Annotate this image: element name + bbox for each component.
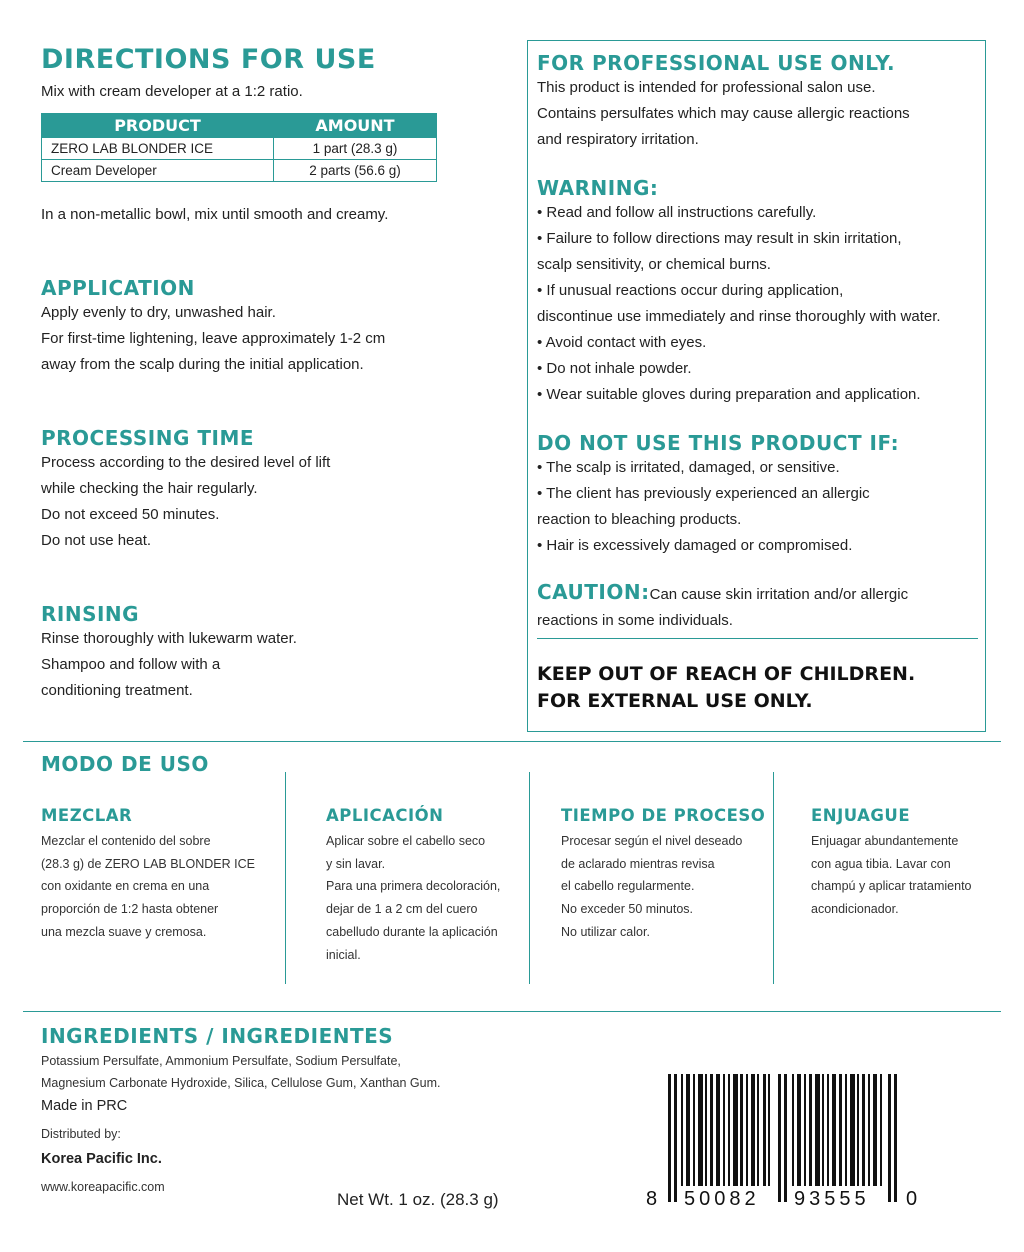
barcode-digits-left: 50082: [684, 1188, 760, 1210]
table-row: [42, 160, 437, 182]
modo-column-enjuague: [811, 806, 972, 921]
processing-line: Do not exceed 50 minutes.: [41, 506, 220, 523]
processing-line: Do not use heat.: [41, 532, 152, 549]
tiempo-title: TIEMPO DE PROCESO: [561, 806, 766, 825]
mezclar-line: (28.3 g) de ZERO LAB BLONDER ICE: [41, 856, 255, 871]
tiempo-line: Procesar según el nivel deseado: [561, 834, 743, 848]
table-cell-amount: 1 part (28.3 g): [274, 138, 437, 160]
warning-divider: [537, 638, 978, 639]
table-cell-amount: 2 parts (56.6 g): [274, 160, 437, 182]
barcode-digits-right: 93555: [794, 1188, 870, 1210]
ingredients-list: [41, 1050, 441, 1094]
mix-header-product: PRODUCT: [42, 114, 274, 138]
mezclar-line: proporción de 1:2 hasta obtener: [41, 902, 219, 917]
caution-text: Can cause skin irritation and/or allergic: [649, 586, 909, 603]
application-line: Apply evenly to dry, unwashed hair.: [41, 304, 276, 321]
tiempo-line: No exceder 50 minutos.: [561, 902, 694, 917]
rinsing-line: conditioning treatment.: [41, 682, 193, 699]
caution-line: [537, 579, 976, 608]
table-cell-product: ZERO LAB BLONDER ICE: [42, 138, 274, 160]
barcode-digit-first: 8: [646, 1188, 658, 1210]
do-not-use-line: reaction to bleaching products.: [537, 511, 742, 528]
mezclar-line: una mezcla suave y cremosa.: [41, 924, 207, 939]
caution-text-cont: reactions in some individuals.: [537, 612, 733, 629]
warning-line: • If unusual reactions occur during application,: [537, 282, 844, 299]
processing-title: PROCESSING TIME: [41, 426, 255, 450]
application-title: APPLICATION: [41, 276, 195, 300]
warning-line: • Do not inhale powder.: [537, 360, 692, 377]
mezclar-line: con oxidante en crema en una: [41, 879, 210, 894]
mix-ratio-text: Mix with cream developer at a 1:2 ratio.: [41, 83, 303, 100]
directions-column: [41, 44, 491, 704]
pro-use-title: FOR PROFESSIONAL USE ONLY.: [537, 51, 896, 75]
enjuague-line: champú y aplicar tratamiento: [811, 879, 972, 894]
company-name: Korea Pacific Inc.: [41, 1151, 162, 1167]
tiempo-line: el cabello regularmente.: [561, 879, 695, 894]
application-line: away from the scalp during the initial application.: [41, 356, 364, 373]
do-not-use-line: • The scalp is irritated, damaged, or sensitive.: [537, 459, 840, 476]
rinsing-line: Shampoo and follow with a: [41, 656, 221, 673]
modo-column-tiempo: [561, 806, 765, 944]
do-not-use-line: • The client has previously experienced an allergic: [537, 485, 870, 502]
warning-line: • Avoid contact with eyes.: [537, 334, 707, 351]
enjuague-title: ENJUAGUE: [811, 806, 911, 825]
pro-use-line: and respiratory irritation.: [537, 131, 699, 148]
mezclar-title: MEZCLAR: [41, 806, 133, 825]
column-divider: [773, 772, 774, 984]
net-weight: Net Wt. 1 oz. (28.3 g): [337, 1190, 499, 1209]
keep-out-line: KEEP OUT OF REACH OF CHILDREN.: [537, 663, 916, 685]
modo-column-aplicacion: [326, 806, 500, 966]
barcode-digits: [644, 1188, 924, 1216]
column-divider: [529, 772, 530, 984]
processing-line: while checking the hair regularly.: [41, 480, 258, 497]
made-in-text: Made in PRC: [41, 1098, 128, 1114]
aplicacion-line: Para una primera decoloración,: [326, 879, 501, 894]
modo-title: MODO DE USO: [41, 752, 209, 776]
keep-out-warning: [537, 661, 976, 715]
modo-column-mezclar: [41, 806, 255, 944]
distributed-by-label: Distributed by:: [41, 1127, 121, 1141]
table-row: [42, 138, 437, 160]
barcode: [644, 1074, 924, 1216]
do-not-use-line: • Hair is excessively damaged or compromised.: [537, 537, 853, 554]
external-use-line: FOR EXTERNAL USE ONLY.: [537, 690, 813, 712]
application-line: For first-time lightening, leave approximately 1-2 cm: [41, 330, 386, 347]
warning-line: scalp sensitivity, or chemical burns.: [537, 256, 771, 273]
caution-title: CAUTION:: [537, 580, 650, 604]
ingredients-line: Potassium Persulfate, Ammonium Persulfate, Sodium Persulfate,: [41, 1054, 401, 1068]
rinsing-line: Rinse thoroughly with lukewarm water.: [41, 630, 297, 647]
ingredients-line: Magnesium Carbonate Hydroxide, Silica, Cellulose Gum, Xanthan Gum.: [41, 1076, 441, 1090]
pro-use-line: This product is intended for professional salon use.: [537, 79, 876, 96]
warning-line: discontinue use immediately and rinse thoroughly with water.: [537, 308, 941, 325]
aplicacion-line: Aplicar sobre el cabello seco: [326, 834, 486, 848]
warning-title: WARNING:: [537, 176, 659, 200]
warning-line: • Read and follow all instructions carefully.: [537, 204, 817, 221]
barcode-digit-last: 0: [906, 1188, 918, 1210]
column-divider: [285, 772, 286, 984]
pro-use-line: Contains persulfates which may cause allergic reactions: [537, 105, 910, 122]
tiempo-line: No utilizar calor.: [561, 924, 650, 939]
section-divider: [23, 741, 1001, 742]
directions-title: DIRECTIONS FOR USE: [41, 44, 376, 75]
do-not-use-title: DO NOT USE THIS PRODUCT IF:: [537, 431, 900, 455]
ingredients-title: INGREDIENTS / INGREDIENTES: [41, 1024, 394, 1048]
warning-line: • Wear suitable gloves during preparation and application.: [537, 386, 921, 403]
website-text: www.koreapacific.com: [41, 1180, 165, 1194]
aplicacion-line: y sin lavar.: [326, 856, 386, 871]
mix-header-amount: AMOUNT: [274, 114, 437, 138]
mix-table-header: [42, 114, 437, 138]
warning-box: [527, 40, 986, 732]
processing-line: Process according to the desired level of lift: [41, 454, 331, 471]
mezclar-line: Mezclar el contenido del sobre: [41, 834, 211, 848]
enjuague-line: con agua tibia. Lavar con: [811, 856, 951, 871]
aplicacion-line: dejar de 1 a 2 cm del cuero: [326, 902, 478, 917]
aplicacion-line: inicial.: [326, 947, 361, 962]
warning-line: • Failure to follow directions may result in skin irritation,: [537, 230, 902, 247]
aplicacion-line: cabelludo durante la aplicación: [326, 924, 498, 939]
enjuague-line: acondicionador.: [811, 902, 899, 917]
rinsing-title: RINSING: [41, 602, 140, 626]
section-divider: [23, 1011, 1001, 1012]
aplicacion-title: APLICACIÓN: [326, 806, 444, 825]
mix-table: [41, 113, 437, 182]
tiempo-line: de aclarado mientras revisa: [561, 856, 715, 871]
enjuague-line: Enjuagar abundantemente: [811, 834, 959, 848]
bowl-text: In a non-metallic bowl, mix until smooth and creamy.: [41, 206, 389, 223]
table-cell-product: Cream Developer: [42, 160, 274, 182]
